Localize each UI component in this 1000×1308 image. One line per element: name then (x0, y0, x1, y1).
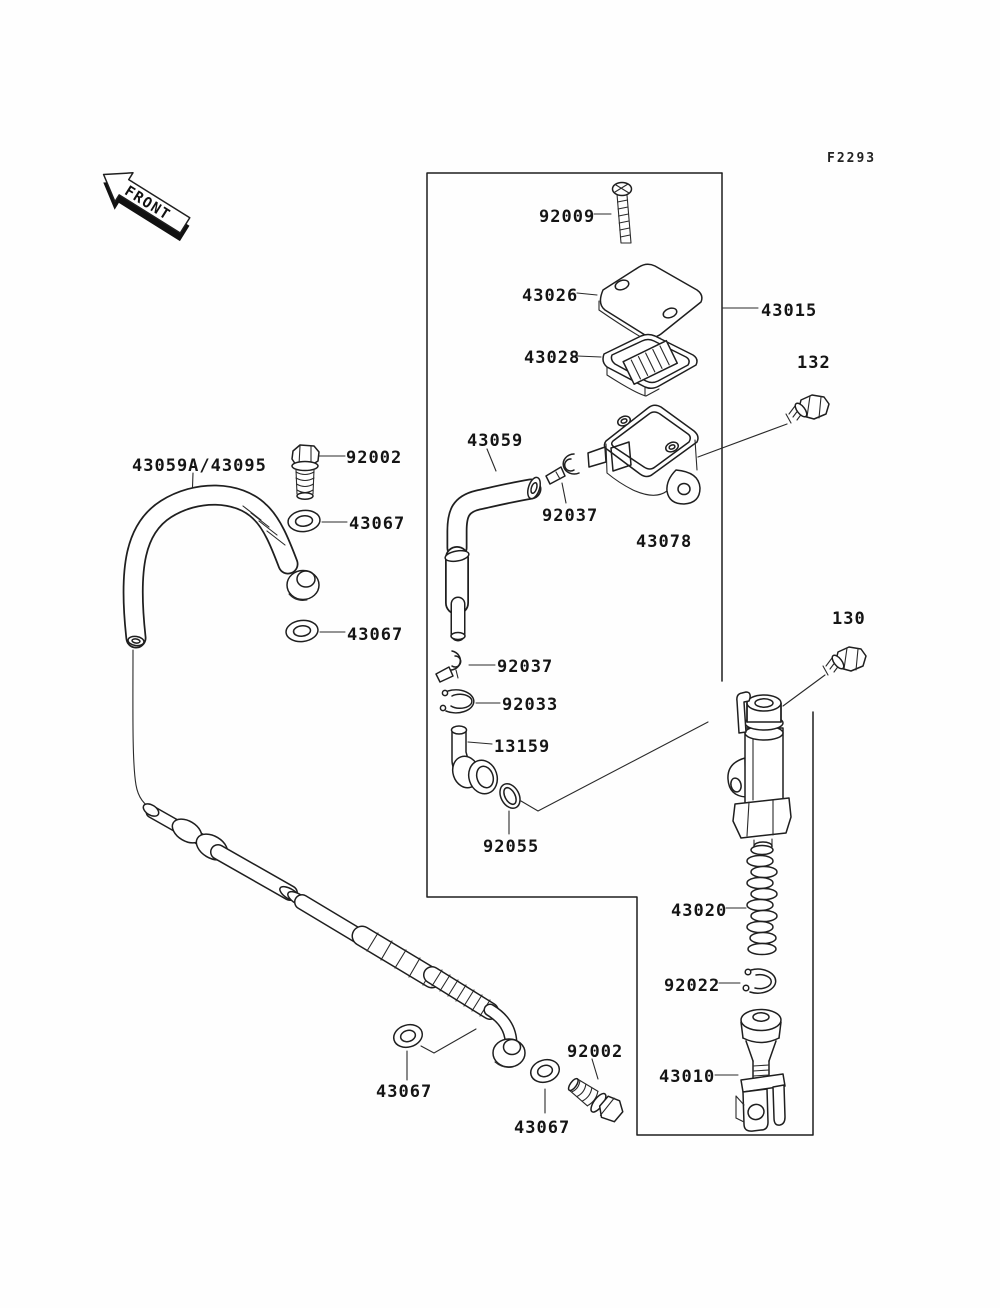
lower-hose-assembly-drawing (141, 801, 525, 1067)
leader-lines (133, 214, 825, 1113)
part-label-43015: 43015 (761, 301, 818, 321)
part-label-13159: 13159 (494, 737, 551, 757)
part-label-43067-b: 43067 (347, 625, 404, 645)
clamp-92037-upper-drawing (546, 454, 579, 484)
part-label-43067-d: 43067 (514, 1118, 571, 1138)
banjo-bolt-92002-lower-drawing (564, 1071, 626, 1126)
screw-92009-drawing (613, 183, 632, 244)
part-label-130: 130 (832, 609, 866, 629)
part-label-43067-a: 43067 (349, 514, 406, 534)
part-label-92033: 92033 (502, 695, 559, 715)
washer-43067-b-drawing (285, 619, 319, 643)
master-cylinder-43078-drawing (588, 405, 700, 504)
part-label-92002-lower: 92002 (567, 1042, 624, 1062)
part-label-132: 132 (797, 353, 831, 373)
part-label-43059: 43059 (467, 431, 524, 451)
part-label-43026: 43026 (522, 286, 579, 306)
part-label-43020: 43020 (671, 901, 728, 921)
part-label-43059a-43095: 43059A/43095 (132, 456, 267, 476)
diaphragm-43028-drawing (603, 335, 697, 397)
washer-43067-d-drawing (528, 1056, 562, 1085)
part-label-92037-lower: 92037 (497, 657, 554, 677)
part-label-43028: 43028 (524, 348, 581, 368)
bolt-132-drawing (786, 395, 829, 423)
washer-43067-a-drawing (287, 509, 321, 533)
circlip-92033-drawing (440, 690, 473, 713)
oring-92055-drawing (496, 780, 524, 811)
part-label-92002-upper: 92002 (346, 448, 403, 468)
elbow-hose-43059-drawing (444, 476, 542, 640)
part-labels (132, 151, 876, 1138)
part-label-92022: 92022 (664, 976, 721, 996)
bolt-130-drawing (823, 647, 866, 675)
spring-43020-drawing (747, 846, 777, 955)
pushrod-43010-drawing (736, 1010, 785, 1132)
figure-code-label: F2293 (827, 151, 877, 166)
part-label-92055: 92055 (483, 837, 540, 857)
cap-43026-drawing (599, 264, 702, 341)
part-label-43078: 43078 (636, 532, 693, 552)
part-label-92009: 92009 (539, 207, 596, 227)
washer-43067-c-drawing (391, 1021, 425, 1050)
part-label-92037-upper: 92037 (542, 506, 599, 526)
part-label-43010: 43010 (659, 1067, 716, 1087)
front-arrow-label: FRONT (121, 183, 174, 224)
clamp-92037-lower-drawing (436, 651, 461, 682)
circlip-92022-drawing (743, 969, 775, 993)
front-arrow (91, 160, 198, 248)
rear-master-cylinder-drawing (728, 692, 791, 850)
part-label-43067-c: 43067 (376, 1082, 433, 1102)
banjo-bolt-92002-upper-drawing (292, 445, 319, 499)
